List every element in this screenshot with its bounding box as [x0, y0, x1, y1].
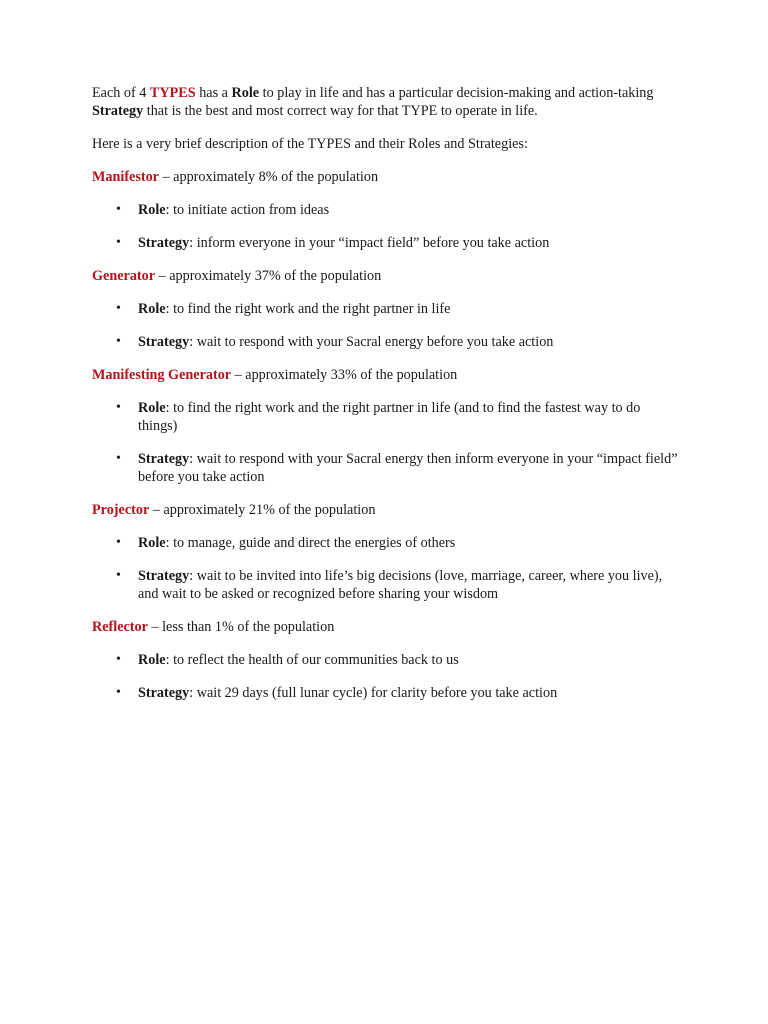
role-text: : to find the right work and the right partner in life (and to find the fastest way to do things) — [138, 400, 641, 434]
role-text: : to find the right work and the right partner in life — [165, 301, 451, 317]
role-item — [92, 300, 682, 318]
role-item — [92, 399, 682, 435]
type-bullet-list — [92, 399, 682, 486]
type-name: Manifestor — [92, 169, 159, 185]
type-heading-manifestor — [92, 168, 682, 186]
type-description: – approximately 8% of the population — [158, 169, 379, 185]
strategy-text: : inform everyone in your “impact field” before you take action — [189, 235, 550, 251]
intro-text-3: to play in life and has a particular decision-making and action-taking — [259, 85, 654, 101]
bullet-icon: • — [116, 301, 121, 316]
type-bullet-list — [92, 300, 682, 351]
type-name: Manifesting Generator — [92, 367, 232, 383]
bullet-icon: • — [116, 685, 121, 700]
intro-text-4: that is the best and most correct way for that TYPE to operate in life. — [143, 103, 538, 119]
strategy-label: Strategy — [138, 685, 190, 701]
type-heading-generator — [92, 267, 682, 285]
strategy-word: Strategy — [92, 103, 144, 119]
role-text: : to manage, guide and direct the energies of others — [165, 535, 456, 551]
role-label: Role — [138, 202, 166, 218]
role-label: Role — [138, 535, 166, 551]
role-item — [92, 534, 682, 552]
bullet-icon: • — [116, 568, 121, 583]
strategy-text: : wait to respond with your Sacral energy before you take action — [189, 334, 554, 350]
strategy-item — [92, 234, 682, 252]
bullet-icon: • — [116, 235, 121, 250]
type-heading-projector — [92, 501, 682, 519]
type-description: – approximately 37% of the population — [155, 268, 382, 284]
type-heading-reflector — [92, 618, 682, 636]
document-page — [92, 84, 682, 717]
type-name: Generator — [92, 268, 156, 284]
bullet-icon: • — [116, 202, 121, 217]
role-text: : to initiate action from ideas — [165, 202, 330, 218]
type-bullet-list — [92, 534, 682, 603]
strategy-item — [92, 333, 682, 351]
type-bullet-list — [92, 651, 682, 702]
bullet-icon: • — [116, 652, 121, 667]
strategy-text: : wait 29 days (full lunar cycle) for clarity before you take action — [189, 685, 558, 701]
type-bullet-list — [92, 201, 682, 252]
type-description: – less than 1% of the population — [147, 619, 335, 635]
type-name: Projector — [92, 502, 150, 518]
strategy-text: : wait to be invited into life’s big decisions (love, marriage, career, where you live), and wait to be asked or recognized before sharing your wisdom — [138, 568, 663, 602]
intro-text-2: has a — [195, 85, 232, 101]
role-item — [92, 201, 682, 219]
role-label: Role — [138, 652, 166, 668]
bullet-icon: • — [116, 535, 121, 550]
bullet-icon: • — [116, 451, 121, 466]
strategy-item — [92, 567, 682, 603]
type-name: Reflector — [92, 619, 148, 635]
strategy-text: : wait to respond with your Sacral energy then inform everyone in your “impact field” before you take action — [138, 451, 678, 485]
intro-paragraph — [92, 84, 682, 120]
role-label: Role — [138, 400, 166, 416]
strategy-item — [92, 684, 682, 702]
role-label: Role — [138, 301, 166, 317]
strategy-label: Strategy — [138, 334, 190, 350]
role-word: Role — [231, 85, 260, 101]
strategy-label: Strategy — [138, 235, 190, 251]
type-description: – approximately 21% of the population — [149, 502, 376, 518]
type-description: – approximately 33% of the population — [231, 367, 458, 383]
bullet-icon: • — [116, 334, 121, 349]
types-word: TYPES — [149, 85, 196, 101]
role-text: : to reflect the health of our communities back to us — [165, 652, 459, 668]
type-heading-manifesting-generator — [92, 366, 682, 384]
lead-paragraph: Here is a very brief description of the TYPES and their Roles and Strategies: — [92, 136, 528, 152]
intro-text-1: Each of 4 — [92, 85, 150, 101]
strategy-label: Strategy — [138, 568, 190, 584]
strategy-label: Strategy — [138, 451, 190, 467]
bullet-icon: • — [116, 400, 121, 415]
role-item — [92, 651, 682, 669]
strategy-item — [92, 450, 682, 486]
